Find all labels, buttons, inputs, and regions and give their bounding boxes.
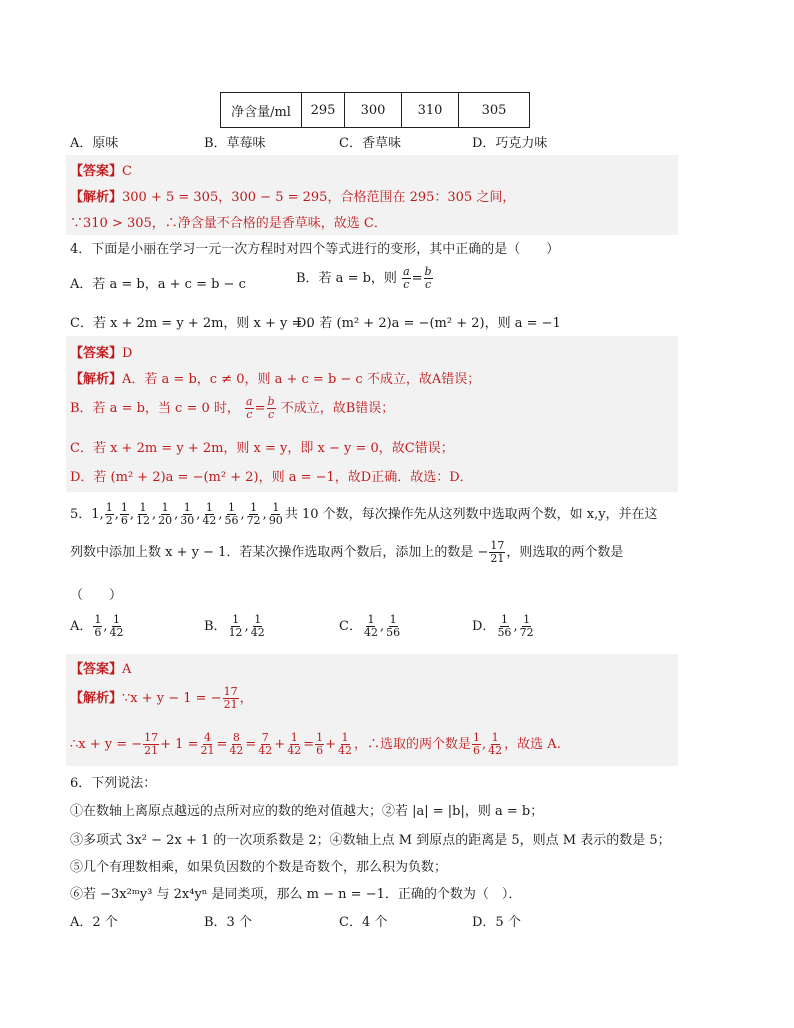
q5-option-a: A． $\frac{1}{6}$ , $\frac{1}{42}$ bbox=[70, 613, 124, 639]
table-cell: 310 bbox=[402, 93, 459, 128]
sequence-fraction: $\frac{1}{72}$ bbox=[246, 501, 261, 527]
answer-label: 【答案】 bbox=[70, 346, 123, 361]
answer-value: D bbox=[122, 346, 133, 361]
analysis-label: 【解析】 bbox=[70, 372, 123, 387]
q4-option-d: D．若 (m² + 2)a = −(m² + 2)，则 a = −1 bbox=[296, 316, 561, 331]
q6-statement-3: ⑤几个有理数相乘，如果负因数的个数是奇数个，那么积为负数； bbox=[70, 860, 448, 875]
sequence-fraction: $\frac{1}{12}$ bbox=[135, 501, 150, 527]
q4-analysis-b: B．若 a = b，当 c = 0 时， $\frac{a}{c}$ = $\frac{b}{c}$ 不成立，故B错误； bbox=[70, 395, 395, 421]
analysis-text: ∴x + y = − bbox=[70, 737, 143, 752]
q4-option-c: C．若 x + 2m = y + 2m，则 x + y = 0 bbox=[70, 316, 315, 331]
sequence-first: 1, bbox=[91, 507, 104, 522]
sequence-fraction: $\frac{1}{30}$ bbox=[180, 501, 195, 527]
q4-answer bbox=[70, 342, 132, 361]
fraction: $\frac{b}{c}$ bbox=[424, 265, 432, 291]
table-cell: 295 bbox=[302, 93, 345, 128]
net-content-table bbox=[220, 92, 530, 128]
q4-analysis-a bbox=[70, 368, 480, 387]
stem-text: ，则选取的两个数是 bbox=[506, 545, 624, 560]
fraction: $\frac{b}{c}$ bbox=[267, 395, 275, 421]
table-cell: 300 bbox=[345, 93, 402, 128]
stem-text: 列数中添加上数 x + y − 1．若某次操作选取两个数后，添加上的数是 − bbox=[70, 545, 489, 560]
sequence-fraction: $\frac{1}{20}$ bbox=[158, 501, 173, 527]
q6-stem: 6．下列说法： bbox=[70, 776, 157, 791]
answer-value: A bbox=[122, 662, 132, 677]
table-cell: 305 bbox=[459, 93, 530, 128]
sequence-fraction: $\frac{1}{42}$ bbox=[202, 501, 217, 527]
q4-option-a: A．若 a = b，a + c = b − c bbox=[70, 277, 246, 292]
q5-answer bbox=[70, 658, 131, 677]
sequence-fraction: $\frac{1}{90}$ bbox=[268, 501, 283, 527]
question-number: 5． bbox=[70, 507, 92, 522]
sequence-fraction: $\frac{1}{56}$ bbox=[224, 501, 239, 527]
answer-label: 【答案】 bbox=[70, 164, 123, 179]
q5-paren: （ ） bbox=[70, 588, 123, 603]
analysis-text: ，∴选取的两个数是 bbox=[354, 737, 472, 752]
q5-option-c: C． $\frac{1}{42}$ , $\frac{1}{56}$ bbox=[339, 613, 401, 639]
fraction: $\frac{1}{42}$ bbox=[287, 731, 302, 757]
q5-option-d: D． $\frac{1}{56}$ , $\frac{1}{72}$ bbox=[472, 613, 534, 639]
fraction: $\frac{7}{42}$ bbox=[258, 731, 273, 757]
fraction: $\frac{17}{21}$ bbox=[144, 731, 159, 757]
q6-option-a: A．2 个 bbox=[70, 915, 118, 930]
q5-stem-line2 bbox=[70, 540, 623, 565]
analysis-text: B．若 a = b，当 c = 0 时， bbox=[70, 401, 240, 416]
q3-analysis-line1 bbox=[70, 186, 515, 205]
sequence-fraction: $\frac{1}{6}$ bbox=[120, 501, 128, 527]
fraction: $\frac{8}{42}$ bbox=[229, 731, 244, 757]
q6-option-d: D．5 个 bbox=[472, 915, 521, 930]
q4-analysis-c: C．若 x + 2m = y + 2m，则 x = y，即 x − y = 0，故C错误； bbox=[70, 441, 454, 456]
q5-option-b: B． $\frac{1}{12}$ , $\frac{1}{42}$ bbox=[204, 613, 265, 639]
fraction: $\frac{17}{21}$ bbox=[223, 685, 238, 711]
stem-text: 共 10 个数，每次操作先从这列数中选取两个数，如 x,y，并在这 bbox=[284, 507, 658, 522]
option-text: B．若 a = b，则 bbox=[296, 271, 397, 286]
q6-option-c: C．4 个 bbox=[339, 915, 388, 930]
fraction: $\frac{17}{21}$ bbox=[490, 539, 505, 565]
answer-value: C bbox=[122, 164, 132, 179]
q3-option-b: B．草莓味 bbox=[204, 136, 266, 151]
q3-option-d: D．巧克力味 bbox=[472, 136, 548, 151]
q3-answer bbox=[70, 160, 132, 179]
q4-stem: 4．下面是小丽在学习一元一次方程时对四个等式进行的变形，其中正确的是（ ） bbox=[70, 242, 560, 257]
analysis-text: A．若 a = b，c ≠ 0，则 a + c = b − c 不成立，故A错误； bbox=[122, 372, 481, 387]
sequence-fraction: $\frac{1}{2}$ bbox=[105, 501, 113, 527]
q5-analysis-line2: ∴x + y = − $\frac{17}{21}$ + 1 = $\frac{4}{21}$ = $\frac{8}{42}$ = $\frac{7}{42}$ + $\frac{1}{42}$ = $\frac{1}{6}$ + $\frac{1}{42}$ ，∴选取的两个数是 $\frac{1}{6}$ , $\frac{1}{42}$ ，故选 A. bbox=[70, 731, 561, 757]
fraction: $\frac{4}{21}$ bbox=[200, 731, 215, 757]
q4-analysis-d: D．若 (m² + 2)a = −(m² + 2)，则 a = −1，故D正确．故选：D． bbox=[70, 470, 473, 485]
analysis-text: ，故选 A. bbox=[504, 737, 561, 752]
answer-label: 【答案】 bbox=[70, 662, 123, 677]
q5-stem-line1 bbox=[70, 502, 658, 527]
q6-statement-4: ⑥若 −3x²ᵐy³ 与 2x⁴yⁿ 是同类项，那么 m − n = −1．正确的个数为（ ）． bbox=[70, 887, 522, 902]
q3-option-a: A．原味 bbox=[70, 136, 119, 151]
q6-statement-1: ①在数轴上离原点越远的点所对应的数的绝对值越大；②若 |a| = |b|，则 a = b； bbox=[70, 804, 544, 819]
fraction: $\frac{1}{6}$ bbox=[316, 731, 324, 757]
table-header-cell: 净含量/ml bbox=[221, 93, 302, 128]
q6-statement-2: ③多项式 3x² − 2x + 1 的一次项系数是 2；④数轴上点 M 到原点的距离是 5，则点 M 表示的数是 5； bbox=[70, 833, 671, 848]
analysis-label: 【解析】 bbox=[70, 691, 123, 706]
fraction: $\frac{a}{c}$ bbox=[246, 395, 253, 421]
q6-option-b: B．3 个 bbox=[204, 915, 252, 930]
fraction: $\frac{1}{42}$ bbox=[488, 731, 503, 757]
fraction: $\frac{1}{42}$ bbox=[338, 731, 353, 757]
analysis-text: 300 + 5 = 305，300 − 5 = 295，合格范围在 295：305 之间， bbox=[122, 190, 516, 205]
table-row bbox=[221, 93, 530, 128]
analysis-label: 【解析】 bbox=[70, 190, 123, 205]
q3-option-c: C．香草味 bbox=[339, 136, 401, 151]
q4-option-b: B．若 a = b，则 $\frac{a}{c}$ = $\frac{b}{c}$ bbox=[296, 265, 432, 291]
analysis-text: ∵x + y − 1 = − bbox=[122, 691, 222, 706]
q5-analysis-line1: 【解析】∵x + y − 1 = − $\frac{17}{21}$ ， bbox=[70, 685, 253, 711]
analysis-text: 不成立，故B错误； bbox=[280, 401, 395, 416]
sequence-fractions: $\frac{1}{2}$ , $\frac{1}{6}$ , $\frac{1}{12}$ , $\frac{1}{20}$ , $\frac{1}{30}$ , $\frac{1}{42}$ , $\frac{1}{56}$ , $\frac{1}{72}$ , $\frac{1}{90}$ bbox=[105, 501, 283, 527]
q3-analysis-line2: ∵310 > 305，∴净含量不合格的是香草味，故选 C． bbox=[70, 216, 387, 231]
fraction: $\frac{a}{c}$ bbox=[403, 265, 410, 291]
fraction: $\frac{1}{6}$ bbox=[473, 731, 481, 757]
